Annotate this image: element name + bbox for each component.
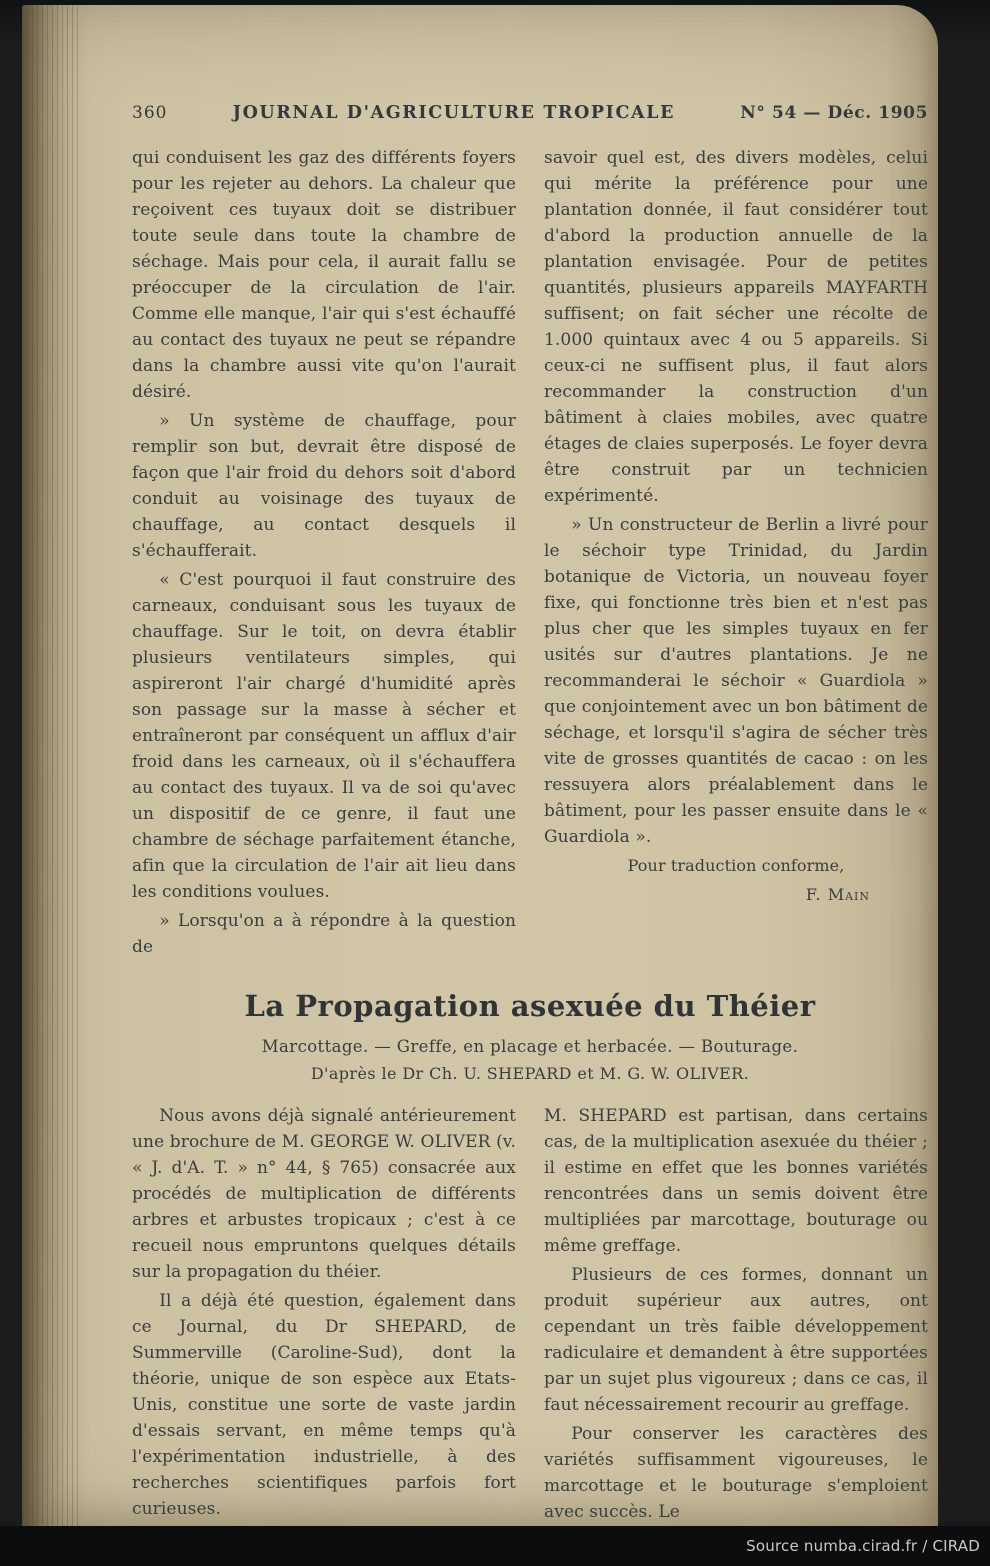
article-title: La Propagation asexuée du Théier [244,989,816,1023]
source-attribution-text: Source numba.cirad.fr / CIRAD [746,1537,980,1555]
page-number: 360 [132,103,168,123]
article-header [132,989,928,1083]
paragraph: M. SHEPARD est partisan, dans certains cas, de la multiplication asexuée du théier ; il estime en effet que les bonnes variétés rencontrées dans un semis doivent être multipliées par marcottage, bouturage ou même greffage. [544,1106,928,1256]
paragraph: savoir quel est, des divers modèles, celui qui mérite la préférence pour une plantation donnée, il faut considérer tout d'abord la production annuelle de la plantation envisagée. Pour de petites quantités, plusieurs appareils MAYFARTH suffisent; on fait sécher une récolte de 1.000 quintaux avec 4 ou 5 appareils. Si ceux-ci ne suffisent plus, il faut alors recommander la construction d'un bâtiment à claies mobiles, avec quatre étages de claies superposés. Le foyer devra être construit par un technicien expérimenté. [544,148,928,506]
paragraph: » Un constructeur de Berlin a livré pour le séchoir type Trinidad, du Jardin botanique de Victoria, un nouveau foyer fixe, qui fonctionne très bien et n'est pas plus cher que les simples tuyaux en fer usités sur d'autres plantations. Je ne recommanderai le séchoir « Guardiola » que conjointement avec un bon bâtiment de séchage, et lorsqu'il s'agira de sécher très vite de grosses quantités de cacao : on les ressuyera alors préalablement dans le bâtiment, pour les passer ensuite dans le « Guardiola ». [544,515,928,847]
section1-columns [132,145,928,963]
scanned-page [22,5,938,1532]
paragraph: Plusieurs de ces formes, donnant un produit supérieur aux autres, ont cependant un très faible développement radiculaire et demandent à être supportées par un sujet plus vigoureux ; dans ce cas, il faut nécessairement recourir au greffage. [544,1265,928,1415]
translation-signoff: Pour traduction conforme, [627,856,845,875]
paragraph: » Lorsqu'on a à répondre à la question de [132,911,516,957]
article-columns [132,1103,928,1528]
issue-info: N° 54 — Déc. 1905 [740,103,928,123]
article-subtitle: Marcottage. — Greffe, en placage et herbacée. — Bouturage. [261,1037,799,1056]
paragraph: Nous avons déjà signalé antérieurement une brochure de M. GEORGE W. OLIVER (v. « J. d'A. T. » n° 44, § 765) consacrée aux procédés de multiplication de différents arbres et arbustes tropicaux ; c'est à ce recueil nous empruntons quelques détails sur la propagation du théier. [132,1106,516,1282]
paragraph: qui conduisent les gaz des différents foyers pour les rejeter au dehors. La chaleur que reçoivent ces tuyaux doit se distribuer toute seule dans toute la chambre de séchage. Mais pour cela, il aurait fallu se préoccuper de la circulation de l'air. Comme elle manque, l'air qui s'est échauffé au contact des tuyaux ne peut se répandre dans la chambre aussi vite qu'on l'aurait désiré. [132,148,516,402]
paragraph: » Un système de chauffage, pour remplir son but, devrait être disposé de façon que l'air froid du dehors soit d'abord conduit au voisinage des tuyaux de chauffage, au contact desquels il s'échaufferait. [132,411,516,561]
article-byline: D'après le Dr Ch. U. SHEPARD et M. G. W. OLIVER. [310,1064,750,1083]
book-page-edges [22,5,78,1532]
page-content [132,103,928,1528]
section1-right-column [544,145,928,963]
journal-title: JOURNAL D'AGRICULTURE TROPICALE [232,103,676,123]
paragraph: Il a déjà été question, également dans ce Journal, du Dr SHEPARD, de Summerville (Caroline-Sud), dont la théorie, unique de son espèce aux Etats-Unis, constitue une sorte de vaste jardin d'essais servant, en même temps qu'à l'expérimentation industrielle, à des recherches scientifiques parfois fort curieuses. [132,1291,516,1519]
translator-signature: F. Main [805,885,870,904]
paragraph: « C'est pourquoi il faut construire des carneaux, conduisant sous les tuyaux de chauffage. Sur le toit, on devra établir plusieurs ventilateurs simples, qui aspireront l'air chargé d'humidité après son passage sur la masse à sécher et entraîneront par conséquent un afflux d'air froid dans les carneaux, où il s'échauffera au contact des tuyaux. Il va de soi qu'avec un dispositif de ce genre, il faut une chambre de séchage parfaitement étanche, afin que la circulation de l'air ait lieu dans les conditions voulues. [132,570,516,902]
journal-masthead [132,103,928,123]
paragraph: Pour conserver les caractères des variétés suffisamment vigoureuses, le marcottage et le bouturage s'emploient avec succès. Le [544,1424,928,1522]
article-left-column [132,1103,516,1528]
article-right-column [544,1103,928,1528]
source-attribution-bar [0,1526,990,1566]
section1-left-column [132,145,516,963]
